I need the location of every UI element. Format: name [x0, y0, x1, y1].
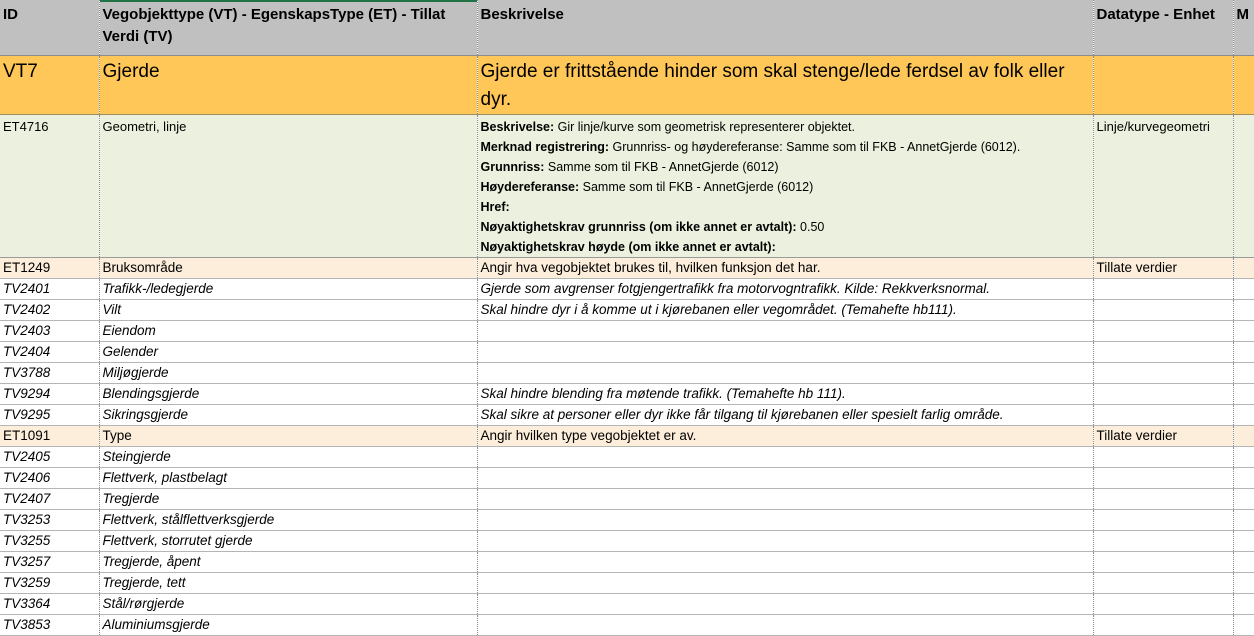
- header-datatype[interactable]: Datatype - Enhet: [1093, 0, 1233, 56]
- name-cell[interactable]: Tregjerde, åpent: [99, 552, 477, 573]
- header-row: [0, 0, 1254, 56]
- value-row: [0, 447, 1254, 468]
- description-cell[interactable]: [477, 321, 1093, 342]
- datatype-cell[interactable]: [1093, 510, 1233, 531]
- geometry-line-label: Href:: [480, 200, 510, 214]
- property-row: [0, 426, 1254, 447]
- datatype-cell[interactable]: [1093, 405, 1233, 426]
- geometry-line-label: Nøyaktighetskrav grunnriss (om ikke annet er avtalt):: [480, 220, 797, 234]
- name-cell[interactable]: Blendingsgjerde: [99, 384, 477, 405]
- vt-datatype-cell[interactable]: [1093, 56, 1233, 115]
- name-cell[interactable]: Flettverk, stålflettverksgjerde: [99, 510, 477, 531]
- id-cell[interactable]: ET1091: [0, 426, 99, 447]
- name-cell[interactable]: Flettverk, plastbelagt: [99, 468, 477, 489]
- value-row: [0, 342, 1254, 363]
- value-row: [0, 468, 1254, 489]
- vt-row: [0, 56, 1254, 115]
- name-cell[interactable]: Trafikk-/ledegjerde: [99, 279, 477, 300]
- geometry-name-cell[interactable]: Geometri, linje: [99, 115, 477, 258]
- description-cell[interactable]: [477, 468, 1093, 489]
- extra-cell[interactable]: [1233, 594, 1254, 615]
- id-cell[interactable]: TV2407: [0, 489, 99, 510]
- id-cell[interactable]: TV3853: [0, 615, 99, 636]
- extra-cell[interactable]: [1233, 531, 1254, 552]
- geometry-datatype-cell[interactable]: Linje/kurvegeometri: [1093, 115, 1233, 258]
- geometry-line-6: [481, 237, 1090, 257]
- id-cell[interactable]: TV3257: [0, 552, 99, 573]
- extra-cell[interactable]: [1233, 321, 1254, 342]
- geometry-description-cell[interactable]: [477, 115, 1093, 258]
- geometry-line-text: Grunnriss- og høydereferanse: Samme som til FKB - AnnetGjerde (6012).: [609, 140, 1021, 154]
- header-description[interactable]: Beskrivelse: [477, 0, 1093, 56]
- geometry-line-1: [481, 137, 1090, 157]
- geometry-line-label: Grunnriss:: [480, 160, 545, 174]
- geometry-line-text: Gir linje/kurve som geometrisk representerer objektet.: [554, 120, 855, 134]
- value-row: [0, 279, 1254, 300]
- value-row: [0, 573, 1254, 594]
- property-row: [0, 258, 1254, 279]
- value-row: [0, 510, 1254, 531]
- description-cell[interactable]: [477, 573, 1093, 594]
- name-cell[interactable]: Tregjerde: [99, 489, 477, 510]
- description-cell[interactable]: [477, 552, 1093, 573]
- datatype-cell[interactable]: [1093, 468, 1233, 489]
- extra-cell[interactable]: [1233, 384, 1254, 405]
- vt-id-cell[interactable]: VT7: [0, 56, 99, 115]
- name-cell[interactable]: Vilt: [99, 300, 477, 321]
- id-cell[interactable]: TV9295: [0, 405, 99, 426]
- datatype-cell[interactable]: [1093, 552, 1233, 573]
- name-cell[interactable]: Stål/rørgjerde: [99, 594, 477, 615]
- geometry-line-0: [481, 117, 1090, 137]
- geometry-line-4: [481, 197, 1090, 217]
- value-row: [0, 300, 1254, 321]
- description-cell[interactable]: [477, 363, 1093, 384]
- id-cell[interactable]: TV2404: [0, 342, 99, 363]
- datatype-cell[interactable]: [1093, 321, 1233, 342]
- value-row: [0, 594, 1254, 615]
- name-cell[interactable]: Steingjerde: [99, 447, 477, 468]
- id-cell[interactable]: TV9294: [0, 384, 99, 405]
- description-cell[interactable]: Skal hindre blending fra møtende trafikk. (Temahefte hb 111).: [477, 384, 1093, 405]
- geometry-row: [0, 115, 1254, 258]
- extra-cell[interactable]: [1233, 447, 1254, 468]
- name-cell[interactable]: Eiendom: [99, 321, 477, 342]
- extra-cell[interactable]: [1233, 510, 1254, 531]
- id-cell[interactable]: TV2406: [0, 468, 99, 489]
- name-cell[interactable]: Bruksområde: [99, 258, 477, 279]
- description-cell[interactable]: [477, 594, 1093, 615]
- geometry-line-label: Høydereferanse:: [480, 180, 580, 194]
- id-cell[interactable]: TV2401: [0, 279, 99, 300]
- name-cell[interactable]: Tregjerde, tett: [99, 573, 477, 594]
- id-cell[interactable]: ET1249: [0, 258, 99, 279]
- id-cell[interactable]: TV3255: [0, 531, 99, 552]
- id-cell[interactable]: TV3259: [0, 573, 99, 594]
- extra-cell[interactable]: [1233, 279, 1254, 300]
- description-cell[interactable]: [477, 447, 1093, 468]
- geometry-line-label: Merknad registrering:: [480, 140, 610, 154]
- geometry-line-2: [481, 157, 1090, 177]
- datatype-cell[interactable]: [1093, 489, 1233, 510]
- name-cell[interactable]: Type: [99, 426, 477, 447]
- value-row: [0, 405, 1254, 426]
- description-cell[interactable]: [477, 510, 1093, 531]
- geometry-line-label: Nøyaktighetskrav høyde (om ikke annet er avtalt):: [480, 240, 776, 254]
- header-extra[interactable]: M: [1233, 0, 1254, 56]
- extra-cell[interactable]: [1233, 426, 1254, 447]
- value-row: [0, 531, 1254, 552]
- value-row: [0, 363, 1254, 384]
- geometry-line-label: Beskrivelse:: [480, 120, 555, 134]
- extra-cell[interactable]: [1233, 489, 1254, 510]
- geometry-line-text: 0.50: [796, 220, 825, 234]
- extra-cell[interactable]: [1233, 300, 1254, 321]
- datatype-cell[interactable]: [1093, 594, 1233, 615]
- id-cell[interactable]: TV3364: [0, 594, 99, 615]
- id-cell[interactable]: TV2405: [0, 447, 99, 468]
- selected-column-indicator: [100, 0, 477, 2]
- id-cell[interactable]: TV3788: [0, 363, 99, 384]
- description-cell[interactable]: Gjerde som avgrenser fotgjengertrafikk fra motorvogntrafikk. Kilde: Rekkverksnormal.: [477, 279, 1093, 300]
- extra-cell[interactable]: [1233, 363, 1254, 384]
- value-row: [0, 615, 1254, 636]
- value-row: [0, 552, 1254, 573]
- vt-name-cell[interactable]: Gjerde: [99, 56, 477, 115]
- datatype-cell[interactable]: [1093, 615, 1233, 636]
- vt-extra-cell[interactable]: [1233, 56, 1254, 115]
- datatype-cell[interactable]: [1093, 279, 1233, 300]
- value-row: [0, 321, 1254, 342]
- name-cell[interactable]: Aluminiumsgjerde: [99, 615, 477, 636]
- description-cell[interactable]: Angir hva vegobjektet brukes til, hvilken funksjon det har.: [477, 258, 1093, 279]
- datatype-cell[interactable]: [1093, 447, 1233, 468]
- datatype-cell[interactable]: Tillate verdier: [1093, 258, 1233, 279]
- description-cell[interactable]: [477, 489, 1093, 510]
- name-cell[interactable]: Gelender: [99, 342, 477, 363]
- geometry-line-5: [481, 217, 1090, 237]
- name-cell[interactable]: Miljøgjerde: [99, 363, 477, 384]
- geometry-line-text: Samme som til FKB - AnnetGjerde (6012): [544, 160, 779, 174]
- extra-cell[interactable]: [1233, 615, 1254, 636]
- id-cell[interactable]: TV2402: [0, 300, 99, 321]
- extra-cell[interactable]: [1233, 258, 1254, 279]
- datatype-cell[interactable]: [1093, 384, 1233, 405]
- description-cell[interactable]: [477, 615, 1093, 636]
- extra-cell[interactable]: [1233, 405, 1254, 426]
- extra-cell[interactable]: [1233, 552, 1254, 573]
- geometry-line-3: [481, 177, 1090, 197]
- geometry-extra-cell[interactable]: [1233, 115, 1254, 258]
- name-cell[interactable]: Sikringsgjerde: [99, 405, 477, 426]
- extra-cell[interactable]: [1233, 573, 1254, 594]
- vt-description-cell[interactable]: Gjerde er frittstående hinder som skal stenge/lede ferdsel av folk eller dyr.: [477, 56, 1093, 115]
- description-cell[interactable]: Angir hvilken type vegobjektet er av.: [477, 426, 1093, 447]
- id-cell[interactable]: TV3253: [0, 510, 99, 531]
- extra-cell[interactable]: [1233, 342, 1254, 363]
- description-cell[interactable]: Skal hindre dyr i å komme ut i kjørebanen eller vegområdet. (Temahefte hb111).: [477, 300, 1093, 321]
- description-cell[interactable]: [477, 531, 1093, 552]
- extra-cell[interactable]: [1233, 468, 1254, 489]
- datatype-cell[interactable]: [1093, 531, 1233, 552]
- datatype-cell[interactable]: [1093, 342, 1233, 363]
- value-row: [0, 489, 1254, 510]
- value-row: [0, 384, 1254, 405]
- datatype-cell[interactable]: Tillate verdier: [1093, 426, 1233, 447]
- header-id[interactable]: ID: [0, 0, 99, 56]
- datatype-cell[interactable]: [1093, 300, 1233, 321]
- name-cell[interactable]: Flettverk, storrutet gjerde: [99, 531, 477, 552]
- id-cell[interactable]: TV2403: [0, 321, 99, 342]
- datatype-cell[interactable]: [1093, 363, 1233, 384]
- description-cell[interactable]: Skal sikre at personer eller dyr ikke får tilgang til kjørebanen eller spesielt farlig område.: [477, 405, 1093, 426]
- geometry-id-cell[interactable]: ET4716: [0, 115, 99, 258]
- header-type[interactable]: Vegobjekttype (VT) - EgenskapsType (ET) - Tillat Verdi (TV): [99, 0, 477, 56]
- geometry-line-text: Samme som til FKB - AnnetGjerde (6012): [579, 180, 814, 194]
- datatype-cell[interactable]: [1093, 573, 1233, 594]
- description-cell[interactable]: [477, 342, 1093, 363]
